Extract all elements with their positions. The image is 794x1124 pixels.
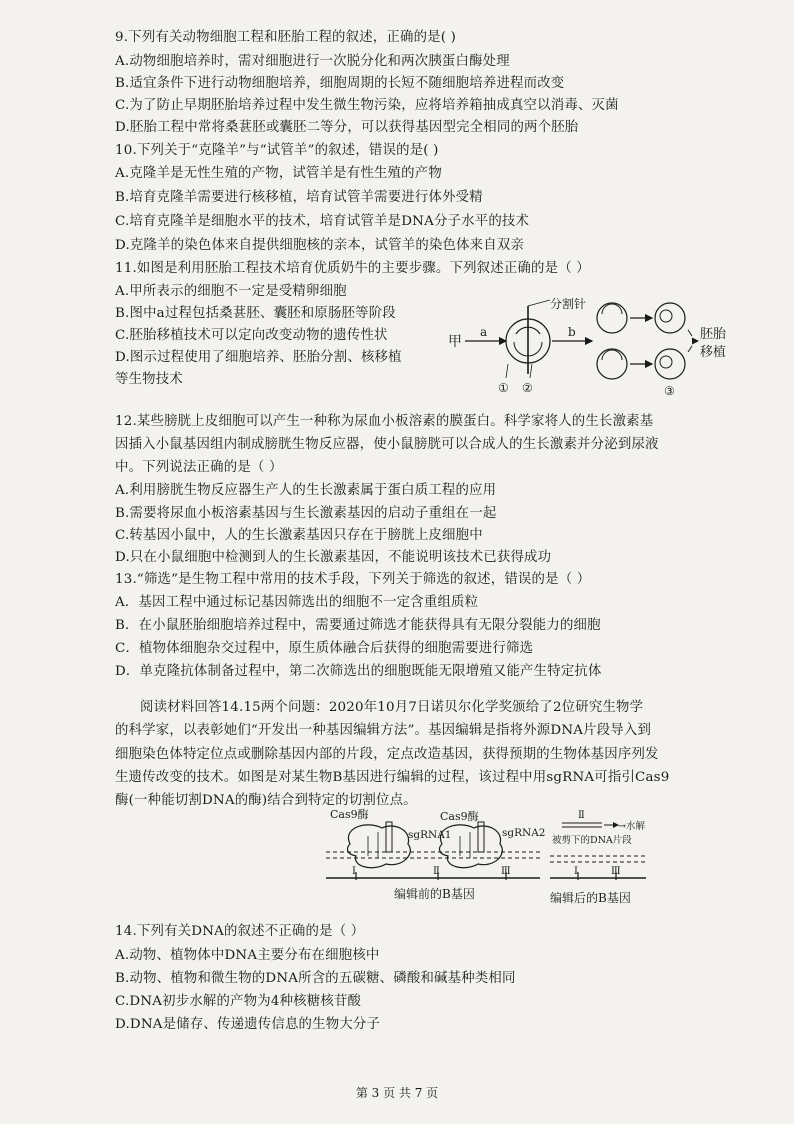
label-needle: 分割针 — [550, 297, 587, 311]
embryo-developed-top-icm — [660, 310, 672, 322]
page-footer: 第 3 页 共 7 页 — [355, 1086, 439, 1100]
merge-bottom — [688, 346, 692, 352]
q11-option-d: D.图示过程使用了细胞培养、胚胎分割、核移植 — [115, 350, 402, 365]
label-sgrna2: sgRNA2 — [502, 827, 546, 839]
q12-option-b: B.需要将尿血小板溶素基因与生长激素基因的启动子重组在一起 — [115, 506, 497, 521]
q11-option-b: B.图中a过程包括桑葚胚、囊胚和原肠胚等阶段 — [115, 306, 396, 321]
reading-line-4: 生遗传改变的技术。如图是对某生物B基因进行编辑的过程，该过程中用sgRNA可指引Cas9 — [115, 770, 670, 785]
q11-option-d-continued: 等生物技术 — [115, 372, 183, 387]
gene-editing-diagram — [322, 806, 662, 910]
label-transfer-2: 移植 — [700, 345, 727, 360]
q9-option-c: C.为了防止早期胚胎培养过程中发生微生物污染，应将培养箱抽成真空以消毒、灭菌 — [115, 98, 619, 113]
cas9-1-grooves — [368, 832, 378, 858]
q10-stem: 10.下列关于“克隆羊”与“试管羊”的叙述，错误的是( ) — [115, 143, 439, 158]
q12-stem-line-1: 12.某些膀胱上皮细胞可以产生一种称为尿血小板溶素的膜蛋白。科学家将人的生长激素基 — [115, 414, 654, 429]
q12-option-a: A.利用膀胱生物反应器生产人的生长激素属于蛋白质工程的应用 — [115, 483, 497, 498]
label-a: a — [480, 325, 488, 339]
q13-option-b: B．在小鼠胚胎细胞培养过程中，需要通过筛选才能获得具有无限分裂能力的细胞 — [115, 618, 601, 633]
half-embryo-top — [597, 303, 627, 333]
q13-option-a: A．基因工程中通过标记基因筛选出的细胞不一定含重组质粒 — [115, 595, 479, 610]
reading-line-5: 酶(一种能切割DNA的酶)结合到特定的切割位点。 — [115, 793, 417, 808]
label-sgrna1: sgRNA1 — [408, 829, 452, 841]
q13-option-d: D．单克隆抗体制备过程中，第二次筛选出的细胞既能无限增殖又能产生特定抗体 — [115, 664, 602, 679]
q11-option-a: A.甲所表示的细胞不一定是受精卵细胞 — [115, 284, 347, 299]
merge-top — [688, 330, 692, 336]
half-top-icm — [602, 304, 622, 314]
q10-option-d: D.克隆羊的染色体来自提供细胞核的亲本，试管羊的染色体来自双亲 — [115, 238, 525, 253]
q12-option-d: D.只在小鼠细胞中检测到人的生长激素基因，不能说明该技术已获得成功 — [115, 550, 552, 565]
label-circle-2: ② — [522, 381, 533, 395]
half-embryo-bottom — [597, 349, 627, 379]
site-label-2: Ⅱ — [433, 866, 440, 877]
reading-line-3: 细胞染色体特定位点或删除基因内部的片段，定点改造基因，获得预期的生物体基因序列发 — [115, 747, 659, 762]
q9-option-d: D.胚胎工程中常将桑葚胚或囊胚二等分，可以获得基因型完全相同的两个胚胎 — [115, 120, 579, 135]
needle-pointer — [528, 300, 550, 306]
q14-option-a: A.动物、植物体中DNA主要分布在细胞核中 — [115, 948, 380, 963]
q14-option-b: B.动物、植物和微生物的DNA所含的五碳糖、磷酸和碱基种类相同 — [115, 971, 516, 986]
label-cut-fragment: 被剪下的DNA片段 — [552, 835, 632, 846]
q13-option-c: C．植物体细胞杂交过程中，原生质体融合后获得的细胞需要进行筛选 — [115, 641, 534, 656]
pointer-1 — [506, 364, 508, 378]
site-label-3: Ⅲ — [501, 866, 511, 877]
q14-option-d: D.DNA是储存、传递遗传信息的生物大分子 — [115, 1017, 381, 1032]
cas9-enzyme-1 — [348, 825, 411, 868]
label-circle-3: ③ — [664, 384, 675, 398]
reading-line-1: 阅读材料回答14.15两个问题：2020年10月7日诺贝尔化学奖颁给了2位研究生物学 — [140, 700, 644, 715]
site-label-1: Ⅰ — [352, 866, 356, 877]
reading-line-2: 的科学家，以表彰她们“开发出一种基因编辑方法”。基因编辑是指将外源DNA片段导入到 — [115, 723, 652, 738]
q12-stem-line-3: 中。下列说法正确的是（ ） — [115, 460, 283, 475]
q12-stem-line-2: 因插入小鼠基因组内制成膀胱生物反应器，使小鼠膀胱可以合成人的生长激素并分泌到尿液 — [115, 437, 659, 452]
label-cas9-2: Cas9酶 — [440, 810, 479, 823]
q12-option-c: C.转基因小鼠中，人的生长激素基因只存在于膀胱上皮细胞中 — [115, 528, 483, 543]
q11-option-c: C.胚胎移植技术可以定向改变动物的遗传性状 — [115, 328, 388, 343]
embryo-developed-bottom — [655, 349, 685, 379]
q11-stem: 11.如图是利用胚胎工程技术培育优质奶牛的主要步骤。下列叙述正确的是（ ） — [115, 261, 590, 276]
cas9-2-grooves — [460, 832, 470, 858]
label-jia: 甲 — [448, 334, 462, 350]
q10-option-c: C.培育克隆羊是细胞水平的技术，培育试管羊是DNA分子水平的技术 — [115, 214, 530, 229]
q14-option-c: C.DNA初步水解的产物为4种核糖核苷酸 — [115, 994, 362, 1009]
edited-site-label-3: Ⅲ — [611, 866, 621, 877]
half-bottom-icm — [602, 350, 622, 360]
embryo-splitting-diagram — [440, 296, 730, 400]
q9-option-b: B.适宜条件下进行动物细胞培养，细胞周期的长短不随细胞培养进程而改变 — [115, 76, 565, 91]
label-after-edit: 编辑后的B基因 — [550, 891, 631, 905]
label-cas9-1: Cas9酶 — [330, 808, 369, 821]
q13-stem: 13.“筛选”是生物工程中常用的技术手段，下列关于筛选的叙述，错误的是（ ） — [115, 572, 591, 587]
cut-fragment-site-label: Ⅱ — [578, 810, 585, 821]
q10-option-a: A.克隆羊是无性生殖的产物，试管羊是有性生殖的产物 — [115, 166, 442, 181]
label-transfer-1: 胚胎 — [700, 327, 727, 342]
label-before-edit: 编辑前的B基因 — [394, 887, 475, 901]
label-hydrolysis: →水解 — [618, 821, 645, 832]
q9-stem: 9.下列有关动物细胞工程和胚胎工程的叙述，正确的是( ) — [115, 30, 457, 45]
embryo-developed-bottom-icm — [660, 356, 672, 368]
label-circle-1: ① — [498, 381, 509, 395]
q10-option-b: B.培育克隆羊需要进行核移植，培育试管羊需要进行体外受精 — [115, 190, 483, 205]
edited-site-label-1: Ⅰ — [574, 866, 578, 877]
label-b: b — [568, 325, 576, 339]
embryo-developed-top — [655, 303, 685, 333]
q14-stem: 14.下列有关DNA的叙述不正确的是（ ） — [115, 924, 365, 939]
before-edit-gene — [326, 807, 545, 901]
q9-option-a: A.动物细胞培养时，需对细胞进行一次脱分化和两次胰蛋白酶处理 — [115, 54, 510, 69]
pointer-2 — [530, 364, 532, 378]
after-edit-gene — [550, 810, 646, 905]
